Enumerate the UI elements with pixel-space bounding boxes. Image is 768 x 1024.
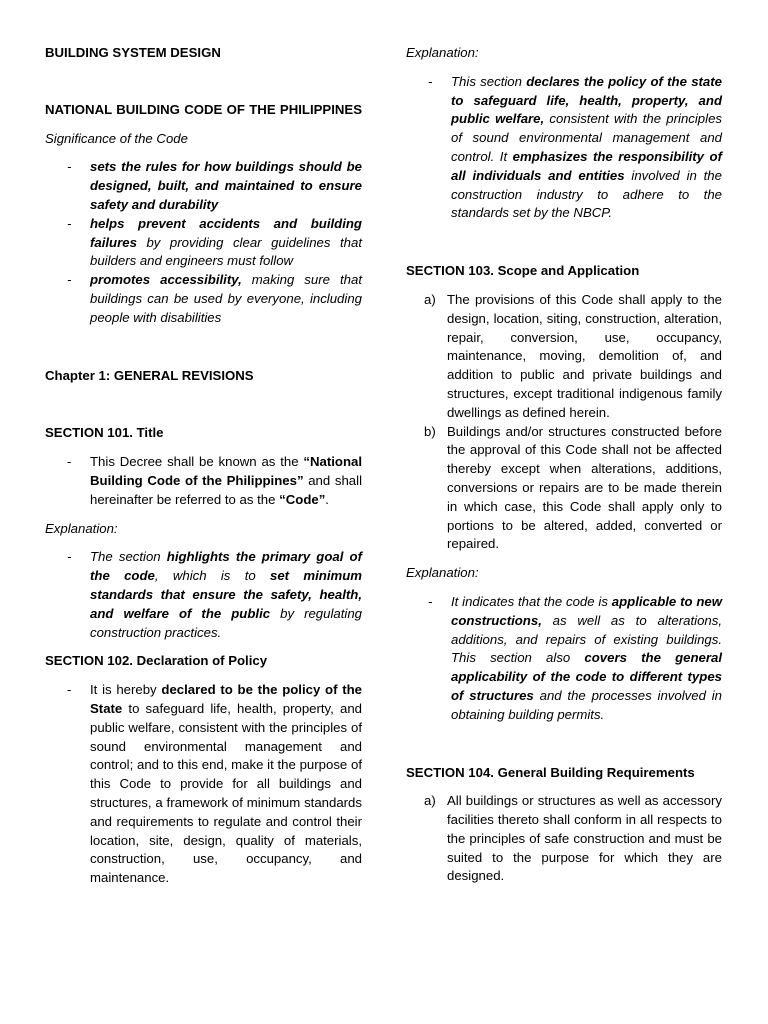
list-item — [406, 73, 722, 223]
item-bold: sets the rules for how buildings should be designed, built, and maintained to ensure safety and durability — [90, 159, 362, 212]
bold-text: set minimum standards that ensure the safety, health, and welfare of the public — [90, 568, 362, 621]
section-101-explanation — [45, 548, 362, 642]
list-item — [45, 158, 362, 214]
bold-text: declares the policy of the state to safeguard life, health, property, and public welfare, — [451, 73, 722, 127]
bold-text: “Code” — [279, 491, 326, 507]
section-104-list — [406, 792, 722, 886]
section-101-heading: SECTION 101. Title — [45, 425, 164, 441]
item-text: making sure that buildings can be used by everyone, including people with disabilities — [90, 272, 362, 325]
section-103-explanation — [406, 593, 722, 725]
text: by regulating construction practices. — [90, 605, 362, 640]
text: involved in the construction industry to adhere to the standards set by the NBCP. — [451, 167, 722, 221]
explanation-label: Explanation: — [45, 520, 118, 536]
section-102-list — [45, 681, 362, 888]
list-item — [406, 792, 722, 886]
section-102-explanation — [406, 73, 722, 223]
text: and the processes involved in obtaining building permits. — [451, 687, 722, 722]
significance-list — [45, 158, 362, 327]
text: This Decree shall be known as the — [90, 454, 304, 470]
text: to safeguard life, health, property, and public welfare, consistent with the principles of sound environmental management and control; and to this end, make it the purpose of this Code to provide for all buildings and structures, a framework of minimum standards and requirements to regulate and control their location, site, design, quality of materials, construction, use, occupancy, and maintenance. — [90, 700, 362, 886]
item-bold: promotes accessibility, — [90, 272, 242, 288]
explanation-label: Explanation: — [406, 565, 479, 581]
item-bold: helps prevent accidents and building failures — [90, 215, 362, 250]
list-marker: a) — [424, 291, 436, 307]
text: It is hereby — [90, 682, 162, 698]
code-title — [45, 101, 362, 120]
text: consistent with the principles of sound environmental management and control. It — [451, 111, 722, 164]
list-marker: a) — [424, 793, 436, 809]
document-title: BUILDING SYSTEM DESIGN — [45, 45, 221, 60]
item-text: All buildings or structures as well as accessory facilities thereto shall conform in all respects to the principles of safe construction and must be suited to the purpose for which they are designed. — [447, 793, 722, 884]
text: as well as to alterations, additions, and repairs of existing buildings. This section also — [451, 612, 722, 666]
list-item — [45, 453, 362, 509]
bold-text: “National Building Code of the Philippines” — [90, 454, 362, 488]
list-item — [45, 215, 362, 271]
chapter-heading: Chapter 1: GENERAL REVISIONS — [45, 367, 254, 383]
bold-text: applicable to new constructions, — [451, 593, 722, 628]
list-item — [45, 681, 362, 888]
right-column — [406, 44, 722, 886]
list-item — [406, 423, 722, 555]
explanation-label: Explanation: — [406, 45, 479, 60]
bold-text: emphasizes the responsibility of all individuals and entities — [451, 148, 722, 183]
left-column — [45, 44, 362, 888]
text: and shall hereinafter be referred to as the — [90, 472, 363, 507]
text: This section — [451, 73, 527, 89]
section-103-list — [406, 291, 722, 554]
text: , which is to — [154, 568, 271, 584]
list-marker: b) — [424, 423, 436, 439]
list-item — [45, 548, 362, 642]
code-title-text: NATIONAL BUILDING CODE OF THE PHILIPPINES — [45, 101, 362, 117]
list-item — [45, 271, 362, 327]
list-item — [406, 593, 722, 725]
section-103-heading: SECTION 103. Scope and Application — [406, 263, 640, 279]
item-text: by providing clear guidelines that builders and engineers must follow — [90, 234, 362, 269]
section-101-list — [45, 453, 362, 509]
bold-text: covers the general applicability of the code to different types of structures — [451, 650, 722, 703]
text: . — [325, 491, 329, 507]
significance-heading: Significance of the Code — [45, 130, 188, 146]
list-item — [406, 291, 722, 423]
section-104-heading: SECTION 104. General Building Requirements — [406, 764, 695, 780]
bold-text: highlights the primary goal of the code — [90, 549, 362, 584]
item-text: The provisions of this Code shall apply to the design, location, siting, construction, alteration, repair, conversion, use, occupancy, maintenance, moving, demolition of, and addition to public and private buildings and structures, except traditional indigenous family dwellings as defined herein. — [447, 291, 722, 420]
section-102-heading: SECTION 102. Declaration of Policy — [45, 653, 268, 669]
text: It indicates that the code is — [451, 593, 612, 609]
item-text: Buildings and/or structures constructed before the approval of this Code shall not be affected thereby except when alterations, additions, conversions or repairs are to be made therein in which case, this Code shall apply only to portions to be altered, added, converted or repaired. — [447, 423, 722, 552]
bold-text: declared to be the policy of the State — [90, 682, 362, 716]
text: The section — [90, 549, 167, 565]
